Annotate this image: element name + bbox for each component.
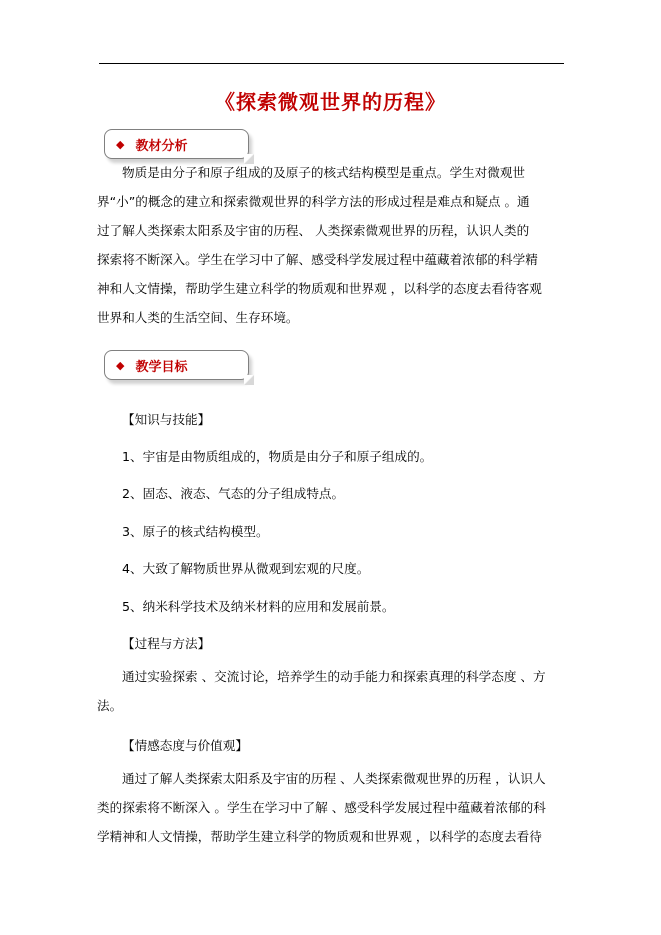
paragraph-line: 过了解人类探索太阳系及宇宙的历程、 人类探索微观世界的历程，认识人类的 bbox=[97, 223, 530, 238]
objective-item: 2、固态、液态、气态的分子组成特点。 bbox=[122, 486, 345, 501]
diamond-bullet-icon: ◆ bbox=[116, 358, 125, 372]
paragraph-line: 物质是由分子和原子组成的及原子的核式结构模型是重点。学生对微观世 bbox=[122, 165, 525, 180]
paragraph-line: 神和人文情操，帮助学生建立科学的物质观和世界观 ，以科学的态度去看待客观 bbox=[97, 281, 542, 296]
objective-item: 4、大致了解物质世界从微观到宏观的尺度。 bbox=[122, 561, 370, 576]
objective-item: 5、纳米科学技术及纳米材料的应用和发展前景。 bbox=[122, 599, 395, 614]
objective-item: 1、宇宙是由物质组成的，物质是由分子和原子组成的。 bbox=[122, 449, 433, 464]
paragraph-line: 世界和人类的生活空间、生存环境。 bbox=[97, 310, 299, 325]
paragraph-line: 探索将不断深入。学生在学习中了解、感受科学发展过程中蕴藏着浓郁的科学精 bbox=[97, 252, 538, 267]
section-heading-teaching-objectives bbox=[104, 350, 249, 380]
document-title: 《探索微观世界的历程》 bbox=[215, 90, 446, 114]
diamond-bullet-icon: ◆ bbox=[116, 137, 125, 151]
process-methods-paragraph bbox=[97, 662, 565, 720]
paragraph-line: 通过了解人类探索太阳系及宇宙的历程 、人类探索微观世界的历程 ，认识人 bbox=[122, 771, 546, 786]
paragraph-line: 通过实验探索 、交流讨论，培养学生的动手能力和探索真理的科学态度 、方 bbox=[122, 669, 546, 684]
paragraph-line: 法。 bbox=[97, 698, 123, 713]
process-methods-heading: 【过程与方法】 bbox=[122, 636, 211, 651]
header-rule bbox=[99, 63, 564, 64]
paragraph-line: 类的探索将不断深入 。学生在学习中了解 、感受科学发展过程中蕴藏着浓郁的科 bbox=[97, 800, 546, 815]
paragraph-line: 学精神和人文情操，帮助学生建立科学的物质观和世界观 ，以科学的态度去看待 bbox=[97, 829, 542, 844]
emotion-values-paragraph bbox=[97, 764, 565, 851]
paragraph-line: 界“小”的概念的建立和探索微观世界的科学方法的形成过程是难点和疑点 。通 bbox=[97, 194, 530, 209]
section-heading-label: 教学目标 bbox=[135, 359, 188, 375]
textbook-analysis-paragraph bbox=[97, 158, 565, 332]
knowledge-skills-heading: 【知识与技能】 bbox=[122, 412, 211, 427]
emotion-values-heading: 【情感态度与价值观】 bbox=[122, 738, 248, 753]
page-fold-decoration bbox=[244, 375, 254, 385]
section-heading-label: 教材分析 bbox=[135, 138, 188, 154]
objective-item: 3、原子的核式结构模型。 bbox=[122, 524, 269, 539]
section-heading-textbook-analysis bbox=[104, 129, 249, 159]
